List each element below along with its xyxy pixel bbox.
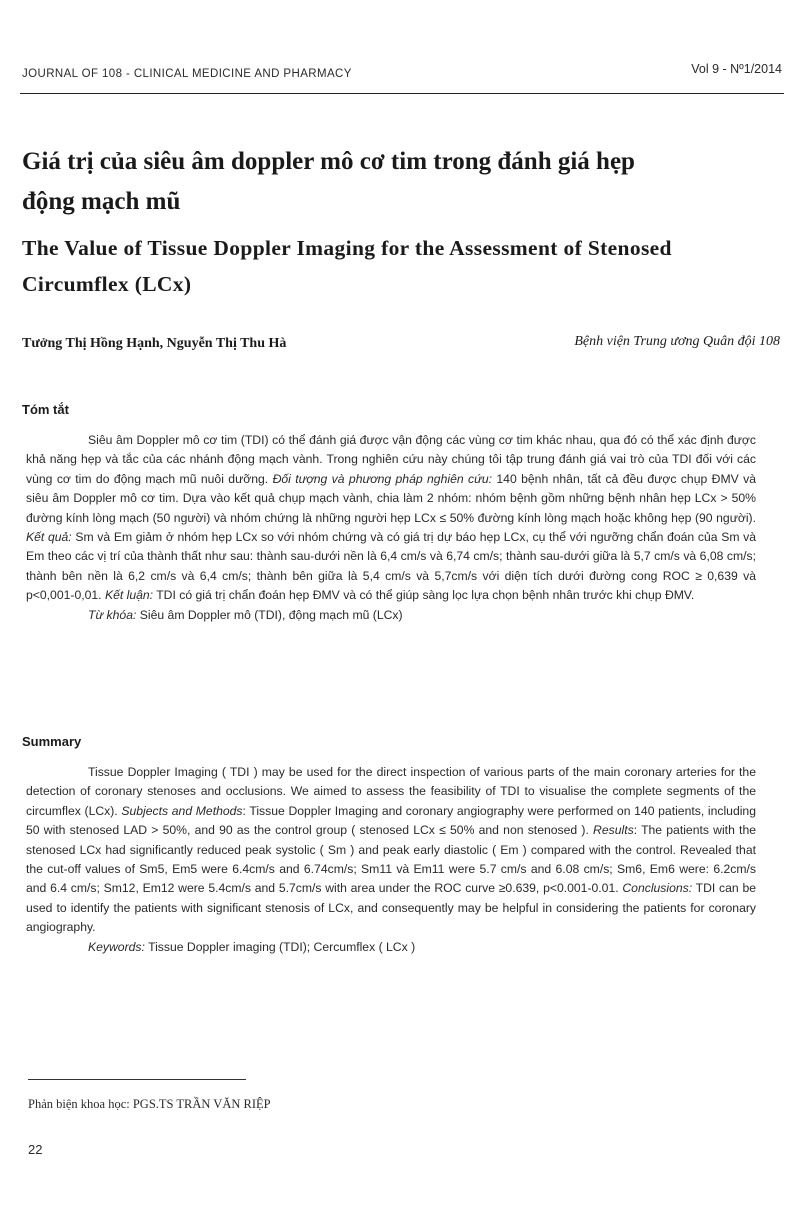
title-vi-line1: Giá trị của siêu âm doppler mô cơ tim trong đánh giá hẹp xyxy=(22,148,635,175)
tom-tat-text-d: TDI có giá trị chẩn đoán hẹp ĐMV và có thể giúp sàng lọc lựa chọn bệnh nhân trước khi chụp ĐMV. xyxy=(153,588,695,603)
tom-tat-paragraph xyxy=(26,431,756,606)
summary-text-d: TDI can be used to identify the patients with significant stenosis of LCx, and consequently may be helpful in considering the patients for coronary angiography. xyxy=(26,881,757,935)
tom-tat-text-b: 140 bệnh nhân, tất cả đều được chụp ĐMV và siêu âm Doppler mô cơ tim. Dựa vào kết quả chụp mạch vành, chia làm 2 nhóm: nhóm bệnh gồm những bệnh nhân hẹp LCx > 50% đường kính lòng mạch (50 người) và nhóm chứng là những người hẹp LCx ≤ 50% đường kính lòng mạch hoặc không hẹp (90 người). xyxy=(26,471,756,525)
journal-name: JOURNAL OF 108 - CLINICAL MEDICINE AND PHARMACY xyxy=(22,68,352,80)
header-rule xyxy=(20,93,784,94)
running-header xyxy=(22,62,782,86)
summary-abstract xyxy=(26,763,757,957)
tom-tat-heading: Tóm tắt xyxy=(22,402,69,417)
reviewer-footnote: Phản biện khoa học: PGS.TS TRẦN VĂN RIỆP xyxy=(28,1097,271,1111)
title-en-line2: Circumflex (LCx) xyxy=(22,272,192,296)
summary-text-b: : Tissue Doppler Imaging and coronary angiography were performed on 140 patients, including 50 with stenosed LAD > 50%, and 90 as the control group ( stenosed LCx ≤ 50% and non stenosed ). xyxy=(26,803,756,838)
tom-tat-keywords xyxy=(56,606,756,625)
title-english xyxy=(22,230,782,302)
summary-keywords xyxy=(56,938,756,957)
summary-keywords-label: Keywords: xyxy=(88,939,145,954)
title-vietnamese xyxy=(22,142,782,222)
tom-tat-results-label: Kết quả: xyxy=(26,530,72,545)
summary-results-label: Results xyxy=(593,823,634,838)
tom-tat-text-c: Sm và Em giảm ở nhóm hẹp LCx so với nhóm chứng và có giá trị dự báo hẹp LCx, cụ thể với ngưỡng chẩn đoán của Sm và Em theo các vị trí của thành thất như sau: thành sau-dưới nền là 6,4 cm/s và 6,74 cm/s; thành sau-dưới giữa là 5,7 cm/s và 6,08 cm/s; thành bên nền là 6,2 cm/s và 6,4 cm/s; thành bên giữa là 5,4 cm/s và 5,7cm/s với diện tích dưới đường cong ROC ≥ 0,639 và p<0,001-0,01. xyxy=(26,530,757,603)
tom-tat-keywords-text: Siêu âm Doppler mô (TDI), động mạch mũ (LCx) xyxy=(136,607,403,622)
summary-text-a: Tissue Doppler Imaging ( TDI ) may be used for the direct inspection of various parts of the main coronary arteries for the detection of coronary stenoses and occlusions. We aimed to assess the feasibility of TDI to visualise the complete segments of the circumflex (LCx). xyxy=(26,765,756,818)
tom-tat-text-a: Siêu âm Doppler mô cơ tim (TDI) có thể đánh giá được vận động các vùng cơ tim khác nhau, qua đó có thể xác định được khả năng hẹp và tắc của các nhánh động mạch vành. Trong nghiên cứu này chúng tôi tập trung đánh giá vai trò của TDI đối với các vùng cơ tim do động mạch mũ nuôi dưỡng. xyxy=(26,433,756,486)
tom-tat-methods-label: Đối tượng và phương pháp nghiên cứu: xyxy=(272,471,492,486)
authors: Tưởng Thị Hồng Hạnh, Nguyễn Thị Thu Hà xyxy=(22,336,287,351)
summary-keywords-text: Tissue Doppler imaging (TDI); Cercumflex ( LCx ) xyxy=(144,939,416,954)
summary-conclusion-label: Conclusions: xyxy=(622,881,693,896)
page-number: 22 xyxy=(28,1142,43,1157)
title-vi-line2: động mạch mũ xyxy=(22,188,181,215)
volume-issue: Vol 9 - Nº1/2014 xyxy=(691,62,782,76)
tom-tat-keywords-label: Từ khóa: xyxy=(88,607,137,622)
title-en-line1: The Value of Tissue Doppler Imaging for the Assessment of Stenosed xyxy=(22,236,672,260)
summary-paragraph xyxy=(26,763,756,938)
footnote-rule xyxy=(28,1079,246,1080)
affiliation: Bệnh viện Trung ương Quân đội 108 xyxy=(574,334,780,349)
summary-heading: Summary xyxy=(22,734,82,749)
summary-methods-label: Subjects and Methods xyxy=(121,803,243,818)
tom-tat-conclusion-label: Kết luận: xyxy=(104,588,154,603)
summary-text-c: : The patients with the stenosed LCx had significantly reduced peak systolic ( Sm ) and peak early diastolic ( Em ) compared with the control. Revealed that the cut-off values of Sm5, Em5 were 6.4cm/s and 6.74cm/s; Sm11 và Em11 were 5.7 cm/s and 6.08 cm/s; Sm6, Em6 were: 6.2cm/s and 6.4 cm/s; Sm12, Em12 were 5.4cm/s and 5.7cm/s with area under the ROC curve ≥0.639, p<0.001-0.01. xyxy=(26,823,756,896)
tom-tat-abstract xyxy=(26,431,757,625)
